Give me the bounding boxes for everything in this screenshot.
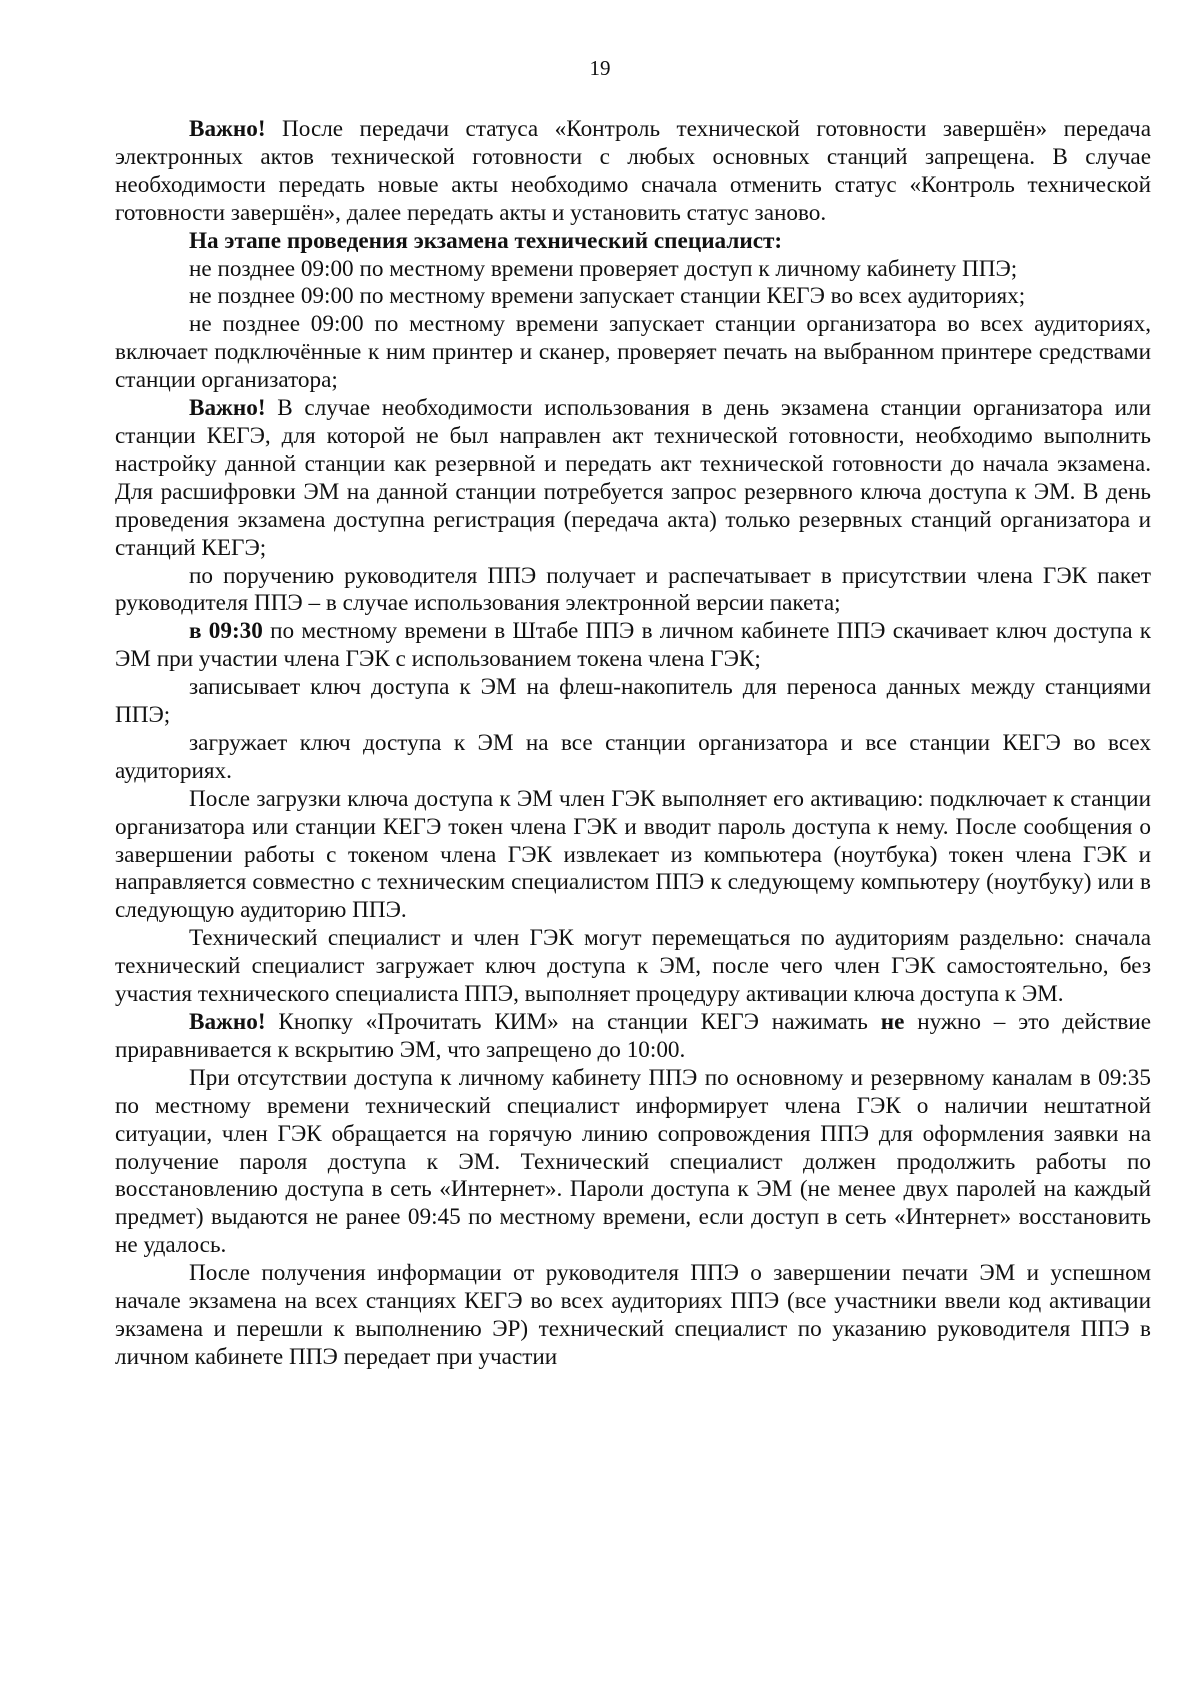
important-label: Важно! <box>189 116 266 142</box>
list-item: записывает ключ доступа к ЭМ на флеш-накопитель для переноса данных между станциями ППЭ; <box>115 674 1151 729</box>
list-item: не позднее 09:00 по местному времени проверяет доступ к личному кабинету ППЭ; <box>189 255 1018 282</box>
paragraph: После получения информации от руководителя ППЭ о завершении печати ЭМ и успешном начале экзамена на всех станциях КЕГЭ во всех аудиториях ППЭ (все участники ввели код активации экзамена и перешли к выполнению ЭР) технический специалист по указанию руководителя ППЭ в личном кабинете ППЭ передает при участии <box>115 1260 1151 1370</box>
paragraph-text: Кнопку «Прочитать КИМ» на станции КЕГЭ нажимать <box>265 1009 881 1035</box>
list-item: загружает ключ доступа к ЭМ на все станции организатора и все станции КЕГЭ во всех аудиториях. <box>115 729 1151 784</box>
important-label: Важно! <box>189 395 266 422</box>
emphasis-not: не <box>880 1009 905 1035</box>
paragraph: После загрузки ключа доступа к ЭМ член ГЭК выполняет его активацию: подключает к станции организатора или станции КЕГЭ токен члена ГЭК и вводит пароль доступа к нему. После сообщения о завершении работы с токеном члена ГЭК извлекает из компьютера (ноутбука) токен члена ГЭК и направляется совместно с техническим специалистом ППЭ к следующему компьютеру (ноутбуку) или в следующую аудиторию ППЭ. <box>115 785 1151 924</box>
paragraph-important-read-kim <box>115 1009 1151 1065</box>
list-item: по поручению руководителя ППЭ получает и распечатывает в присутствии члена ГЭК пакет руководителя ППЭ – в случае использования электронной версии пакета; <box>115 562 1151 617</box>
paragraph-text-end: нужно – это действие приравнивается к вскрытию ЭМ, что запрещено до 10:00. <box>115 1009 1151 1063</box>
paragraph-text: После передачи статуса «Контроль технической готовности завершён» передача электронных актов технической готовности с любых основных станций запрещена. В случае необходимости передать новые акты необходимо сначала отменить статус «Контроль технической готовности завершён», далее передать акты и установить статус заново. <box>115 116 1151 226</box>
body-text <box>115 116 1151 1372</box>
paragraph-important-status-note <box>115 116 1151 228</box>
section-heading: На этапе проведения экзамена технический специалист: <box>189 227 783 254</box>
list-item: не позднее 09:00 по местному времени запускает станции организатора во всех аудиториях, включает подключённые к ним принтер и сканер, проверяет печать на выбранном принтере средствами станции организатора; <box>115 311 1151 394</box>
list-item: не позднее 09:00 по местному времени запускает станции КЕГЭ во всех аудиториях; <box>189 283 1026 310</box>
page-number: 19 <box>589 56 611 80</box>
paragraph: При отсутствии доступа к личному кабинету ППЭ по основному и резервному каналам в 09:35 по местному времени технический специалист информирует члена ГЭК о наличии нештатной ситуации, член ГЭК обращается на горячую линию сопровождения ППЭ для оформления заявки на получение пароля доступа к ЭМ. Технический специалист должен продолжить работы по восстановлению доступа в сеть «Интернет». Пароли доступа к ЭМ (не менее двух паролей на каждый предмет) выдаются не ранее 09:45 по местному времени, если доступ в сеть «Интернет» восстановить не удалось. <box>115 1064 1151 1259</box>
paragraph: Технический специалист и член ГЭК могут перемещаться по аудиториям раздельно: сначала технический специалист загружает ключ доступа к ЭМ, после чего член ГЭК самостоятельно, без участия технического специалиста ППЭ, выполняет процедуру активации ключа доступа к ЭМ. <box>115 925 1151 1008</box>
paragraph-text: по местному времени в Штабе ППЭ в личном кабинете ППЭ скачивает ключ доступа к ЭМ при участии члена ГЭК с использованием токена члена ГЭК; <box>115 618 1151 673</box>
time-label: в 09:30 <box>189 618 263 645</box>
important-label: Важно! <box>189 1009 266 1035</box>
paragraph-important-reserve-station <box>115 395 1151 562</box>
list-item-key-download <box>115 618 1151 674</box>
paragraph-text: В случае необходимости использования в день экзамена станции организатора или станции КЕГЭ, для которой не был направлен акт технической готовности, необходимо выполнить настройку данной станции как резервной и передать акт технической готовности до начала экзамена. Для расшифровки ЭМ на данной станции потребуется запрос резервного ключа доступа к ЭМ. В день проведения экзамена доступна регистрация (передача акта) только резервных станций организатора и станций КЕГЭ; <box>115 395 1151 561</box>
